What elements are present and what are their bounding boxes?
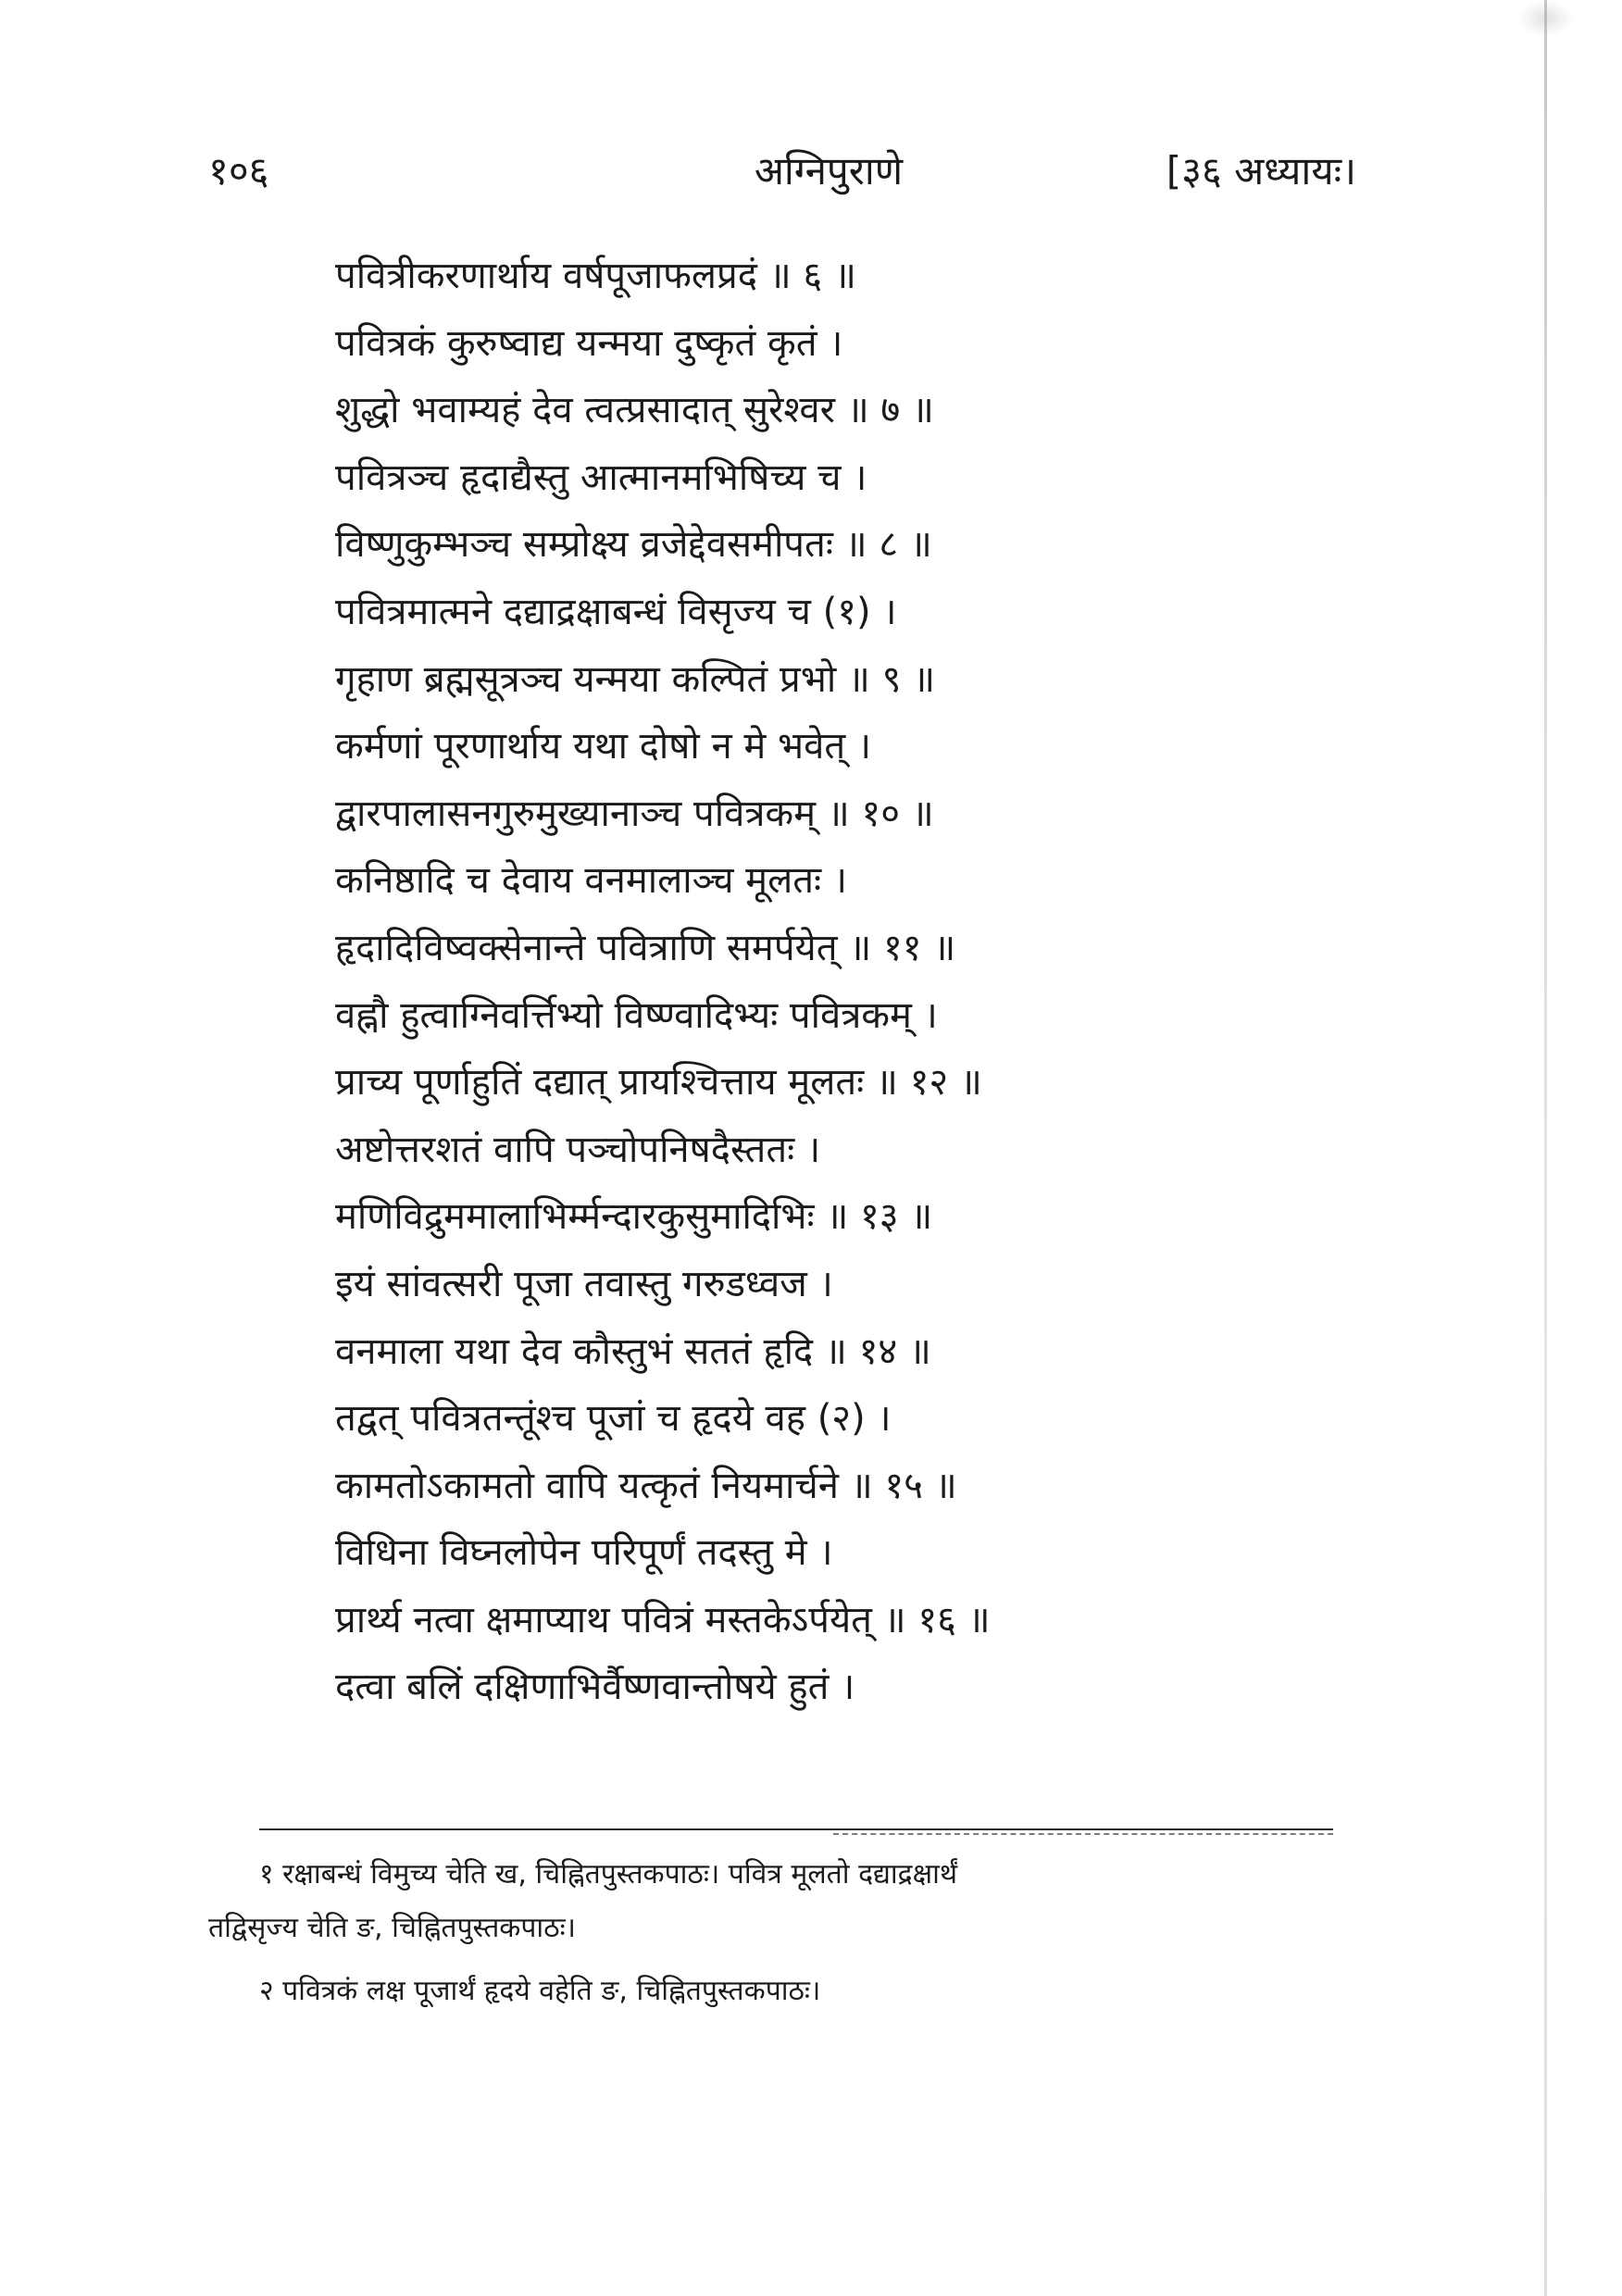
footnote-1-line-1: १ रक्षाबन्धं विमुच्य चेति ख, चिह्नितपुस्तकपाठः। पवित्र मूलतो दद्याद्रक्षार्थं [259, 1858, 958, 1890]
verse-line: पवित्रमात्मने दद्याद्रक्षाबन्धं विसृज्य च (१) । [335, 590, 897, 633]
footnote-2: २ पवित्रकं लक्ष पूजार्थं हृदये वहेति ङ, चिह्नितपुस्तकपाठः। [259, 1975, 821, 2007]
footnote-divider [259, 1828, 1333, 1830]
verse-line: शुद्धो भवाम्यहं देव त्वत्प्रसादात् सुरेश्वर ॥ ७ ॥ [335, 389, 934, 432]
verse-line: कर्मणां पूरणार्थाय यथा दोषो न मे भवेत् । [335, 725, 872, 768]
verse-line: पवित्रञ्च हृदाद्यैस्तु आत्मानमभिषिच्य च । [335, 455, 867, 499]
verse-line: वह्नौ हुत्वाग्निवर्त्तिभ्यो विष्ण्वादिभ्यः पवित्रकम् । [335, 993, 938, 1037]
verse-line: वनमाला यथा देव कौस्तुभं सततं हृदि ॥ १४ ॥ [335, 1329, 931, 1373]
footnote-1 [208, 1848, 1356, 1955]
verse-line: कनिष्ठादि च देवाय वनमालाञ्च मूलतः । [335, 859, 847, 903]
chapter-label: [३६ अध्यायः। [1166, 148, 1356, 193]
verse-line: विधिना विघ्नलोपेन परिपूर्णं तदस्तु मे । [335, 1531, 833, 1575]
verse-line: अष्टोत्तरशतं वापि पञ्चोपनिषदैस्ततः । [335, 1128, 821, 1171]
page-number: १०६ [208, 148, 269, 193]
verse-line: तद्वत् पवित्रतन्तूंश्च पूजां च हृदये वह (२) । [335, 1397, 892, 1441]
footnote-1-line-2: तद्विसृज्य चेति ङ, चिह्नितपुस्तकपाठः। [208, 1912, 577, 1944]
verse-line: कामतोऽकामतो वापि यत्कृतं नियमार्चने ॥ १५ ॥ [335, 1464, 957, 1507]
verse-line: पवित्रकं कुरुष्वाद्य यन्मया दुष्कृतं कृतं । [335, 321, 843, 365]
footnotes [208, 1848, 1356, 2018]
page-header [208, 139, 1356, 204]
verse-line: प्राच्य पूर्णाहुतिं दद्यात् प्रायश्चित्ताय मूलतः ॥ १२ ॥ [335, 1061, 982, 1104]
verse-line: विष्णुकुम्भञ्च सम्प्रोक्ष्य व्रजेद्देवसमीपतः ॥ ८ ॥ [335, 523, 932, 567]
footnote-divider-dash [833, 1833, 1333, 1835]
verse-line: दत्वा बलिं दक्षिणाभिर्वैष्णवान्तोषये हुतं । [335, 1666, 855, 1709]
verse-line: हृदादिविष्वक्सेनान्ते पवित्राणि समर्पयेत् ॥ ११ ॥ [335, 926, 956, 969]
verse-line: गृहाण ब्रह्मसूत्रञ्च यन्मया कल्पितं प्रभो ॥ ९ ॥ [335, 657, 936, 701]
verse-line: द्वारपालासनगुरुमुख्यानाञ्च पवित्रकम् ॥ १० ॥ [335, 792, 934, 835]
verse-line: पवित्रीकरणार्थाय वर्षपूजाफलप्रदं ॥ ६ ॥ [335, 255, 856, 297]
verse-line: मणिविद्रुममालाभिर्म्मन्दारकुसुमादिभिः ॥ १३ ॥ [335, 1195, 933, 1239]
verse-line: इयं सांवत्सरी पूजा तवास्तु गरुडध्वज । [335, 1262, 833, 1305]
running-title: अग्निपुराणे [754, 148, 904, 193]
verse-line: प्रार्थ्य नत्वा क्षमाप्याथ पवित्रं मस्तकेऽर्पयेत् ॥ १६ ॥ [335, 1598, 991, 1641]
verse-block [335, 243, 1261, 1721]
scan-edge-line [1544, 0, 1547, 2296]
